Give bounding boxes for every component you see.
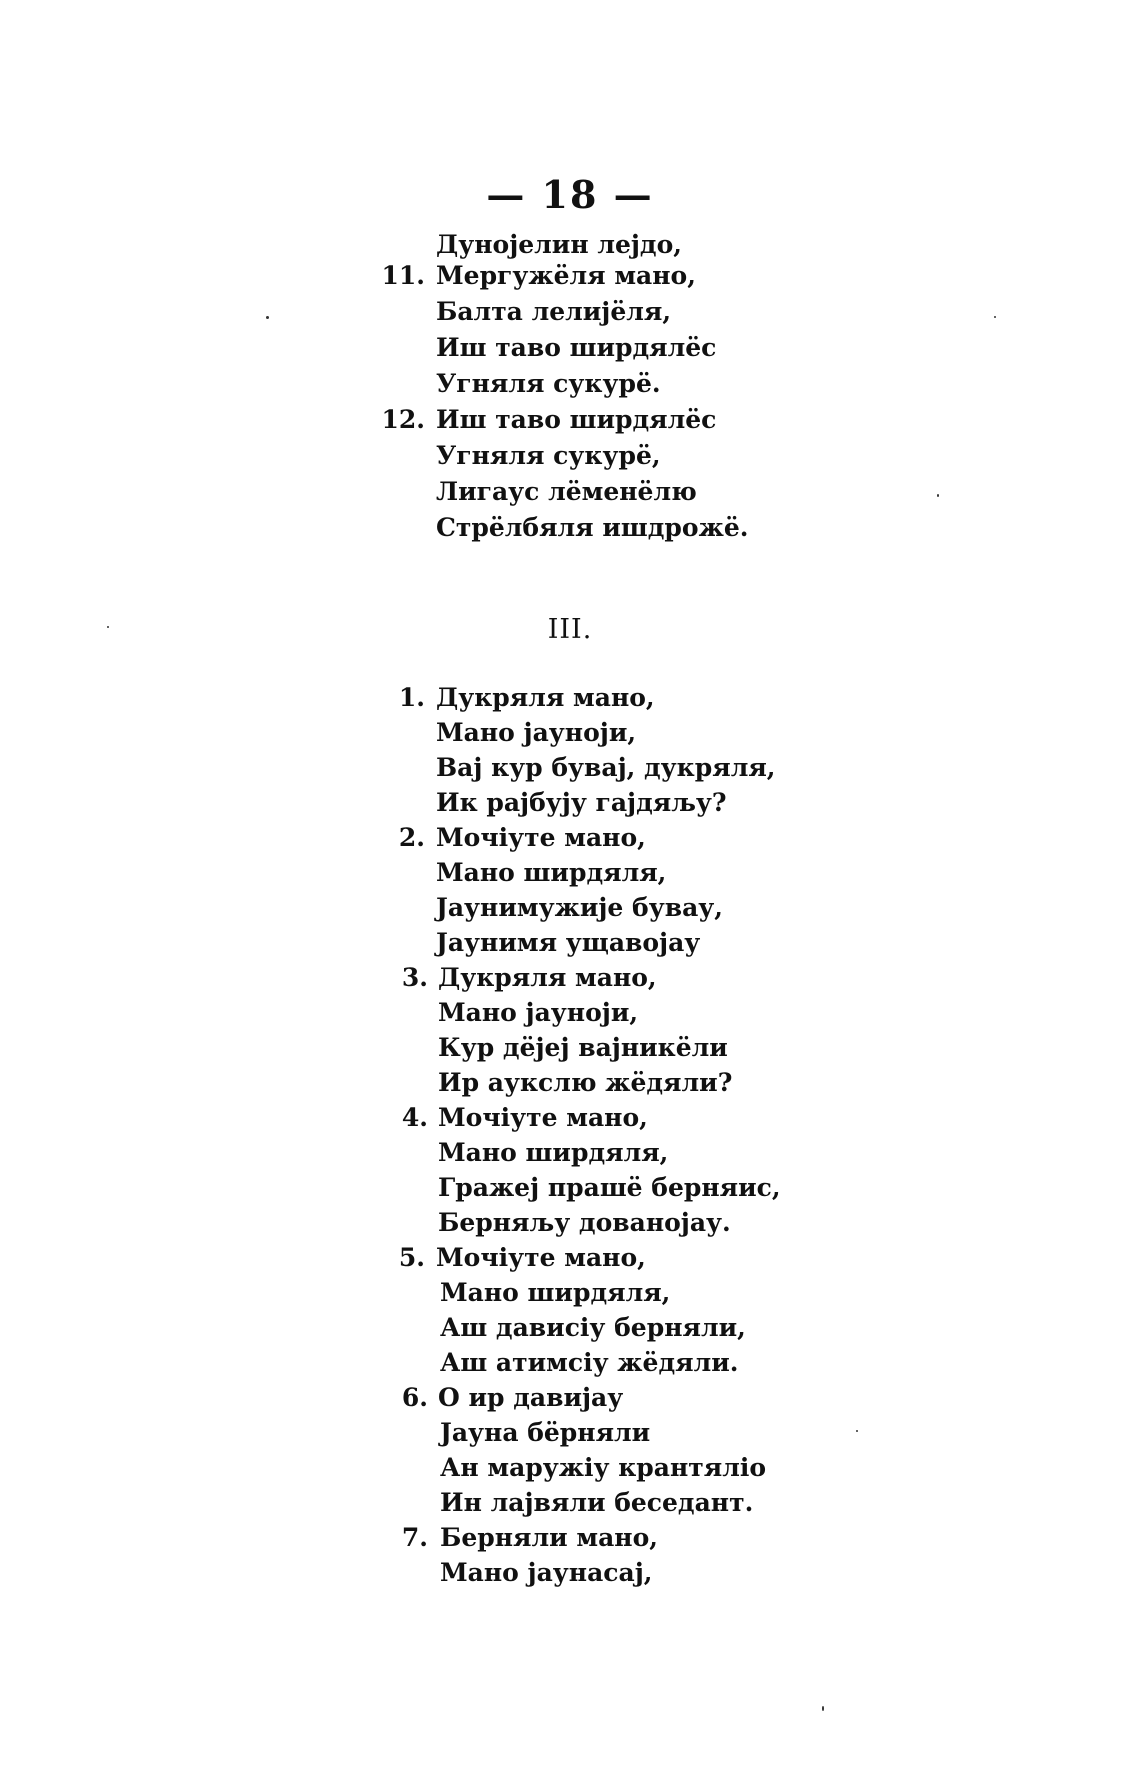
verse-line: О ир давијау bbox=[438, 1383, 624, 1412]
verse-line: Ир аукслю жёдяли? bbox=[438, 1068, 733, 1097]
verse-number: 6. bbox=[401, 1383, 428, 1412]
verse-line: Иш таво ширдялёс bbox=[436, 405, 717, 434]
verse-line: Стрёлбяля ишдрожё. bbox=[436, 513, 749, 542]
verse-line: Лигаус лёменёлю bbox=[436, 477, 697, 506]
verse-line: Мано ширдяля, bbox=[438, 1138, 669, 1167]
verse-number: 11. bbox=[381, 261, 425, 290]
verse-line: Мергужёля мано, bbox=[436, 261, 696, 290]
verse-line: Угняля сукурё, bbox=[436, 441, 661, 470]
verse-line: Дукряля мано, bbox=[438, 963, 657, 992]
section-heading: III. bbox=[547, 614, 593, 645]
scan-speck bbox=[822, 1706, 824, 1711]
verse-line: Вај кур бувај, дукряля, bbox=[436, 753, 776, 782]
verse-number: 5. bbox=[398, 1243, 425, 1272]
verse-line: Ин лајвяли беседант. bbox=[440, 1488, 754, 1517]
verse-line: Мочiуте мано, bbox=[436, 1243, 646, 1272]
verse-line: Мочiуте мано, bbox=[438, 1103, 648, 1132]
verse-line: Мано ширдяля, bbox=[440, 1278, 671, 1307]
verse-number: 4. bbox=[401, 1103, 428, 1132]
verse-number: 12. bbox=[381, 405, 425, 434]
page-number: — 18 — bbox=[486, 172, 654, 217]
verse-line: Јаунимужије бувау, bbox=[436, 893, 723, 922]
verse-number: 1. bbox=[398, 683, 425, 712]
verse-line: Ик рајбују гајдяљу? bbox=[436, 788, 727, 817]
verse-line: Јауна бёрняли bbox=[440, 1418, 651, 1447]
verse-number: 7. bbox=[401, 1523, 428, 1552]
verse-line: Берняли мано, bbox=[440, 1523, 658, 1552]
verse-line: Гражеј прашё берняис, bbox=[438, 1173, 781, 1202]
verse-line: Јаунимя ущавојау bbox=[436, 928, 701, 957]
verse-line: Угняля сукурё. bbox=[436, 369, 661, 398]
verse-line: Берняљу дованојау. bbox=[438, 1208, 731, 1237]
scan-speck bbox=[266, 316, 269, 319]
verse-line: Дукряля мано, bbox=[436, 683, 655, 712]
scan-speck bbox=[107, 626, 109, 628]
verse-line: Мано јаунасај, bbox=[440, 1558, 653, 1587]
verse-line: Ан маружiу крантялiо bbox=[440, 1453, 767, 1482]
verse-line: Аш дависiу берняли, bbox=[440, 1313, 746, 1342]
scan-speck bbox=[856, 1430, 858, 1432]
verse-line: Дунојелин лејдо, bbox=[436, 230, 682, 259]
verse-line: Иш таво ширдялёс bbox=[436, 333, 717, 362]
verse-number: 2. bbox=[398, 823, 425, 852]
verse-line: Кур дёјеј вајникёли bbox=[438, 1033, 728, 1062]
verse-number: 3. bbox=[401, 963, 428, 992]
verse-line: Мано јауноји, bbox=[438, 998, 639, 1027]
scan-speck bbox=[994, 316, 996, 318]
verse-line: Балта лелиjёля, bbox=[436, 297, 672, 326]
scan-speck bbox=[937, 494, 939, 497]
verse-line: Мано јауноји, bbox=[436, 718, 637, 747]
verse-line: Мочiуте мано, bbox=[436, 823, 646, 852]
verse-line: Мано ширдяля, bbox=[436, 858, 667, 887]
verse-line: Аш атимсiу жёдяли. bbox=[440, 1348, 739, 1377]
